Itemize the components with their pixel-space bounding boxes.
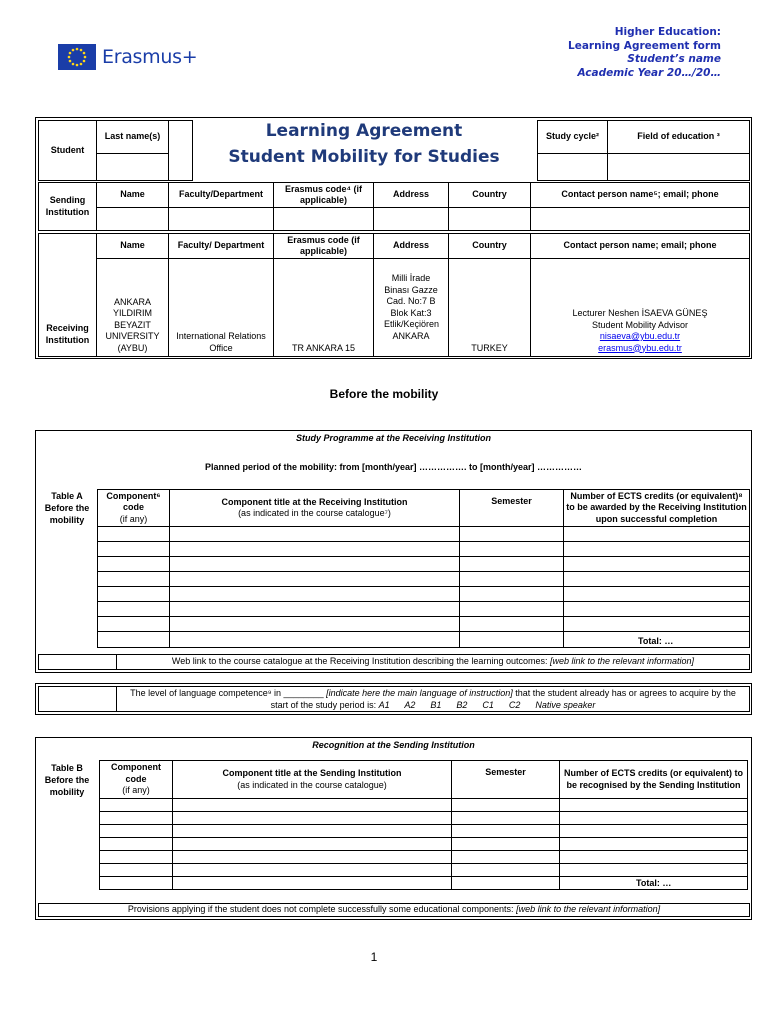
weblink-placeholder[interactable]: [web link to the relevant information]: [549, 656, 695, 667]
receiving-name-value: ANKARA YILDIRIM BEYAZIT UNIVERSITY (AYBU): [97, 259, 169, 357]
header-line-4: Academic Year 20…/20…: [577, 66, 721, 79]
language-levels[interactable]: A1 A2 B1 B2 C1 C2 Native speaker: [378, 700, 596, 710]
table-row[interactable]: [460, 527, 564, 542]
receiving-address-header: Address: [374, 234, 449, 259]
table-row[interactable]: [170, 527, 460, 542]
table-row[interactable]: [460, 632, 564, 648]
sending-faculty-value[interactable]: [169, 208, 274, 231]
provisions: [39, 904, 750, 917]
receiving-contact-header: Contact person name; email; phone: [531, 234, 750, 259]
table-a-code-header: [98, 490, 170, 527]
table-a-title-header-sub: (as indicated in the course catalogue⁷): [238, 508, 391, 518]
table-row[interactable]: [452, 825, 560, 838]
sending-contact-value[interactable]: [531, 208, 750, 231]
table-row[interactable]: [100, 877, 173, 890]
table-row[interactable]: [564, 572, 750, 587]
receiving-country-value: TURKEY: [449, 259, 531, 357]
contact-email-link-1[interactable]: nisaeva@ybu.edu.tr: [599, 331, 681, 341]
table-a-title-header-label: Component title at the Receiving Institution: [221, 496, 408, 507]
table-a-semester-header: Semester: [460, 490, 564, 527]
sending-name-header: Name: [97, 183, 169, 208]
sending-country-header: Country: [449, 183, 531, 208]
document-header: [568, 26, 721, 80]
sending-erasmus-code-header: Erasmus code⁴ (if applicable): [274, 183, 374, 208]
table-row[interactable]: [460, 617, 564, 632]
sending-name-value[interactable]: [97, 208, 169, 231]
table-a-title-header: [170, 490, 460, 527]
table-row[interactable]: [564, 587, 750, 602]
table-row[interactable]: [452, 812, 560, 825]
table-row[interactable]: [452, 851, 560, 864]
table-row[interactable]: [173, 812, 452, 825]
page-number: 1: [370, 950, 378, 964]
table-a-code-header-label: Component⁶ code: [106, 490, 161, 513]
sending-country-value[interactable]: [449, 208, 531, 231]
table-row[interactable]: [173, 864, 452, 877]
table-a-weblink-table: [38, 654, 750, 670]
table-row[interactable]: [173, 851, 452, 864]
table-a-weblink: [117, 655, 750, 670]
contact-email-link-2[interactable]: erasmus@ybu.edu.tr: [598, 342, 682, 353]
table-row[interactable]: [98, 632, 170, 648]
table-a-code-header-sub: (if any): [119, 513, 148, 524]
receiving-country-header: Country: [449, 234, 531, 259]
table-row[interactable]: [560, 799, 748, 812]
sending-erasmus-code-value[interactable]: [274, 208, 374, 231]
logo-text: Erasmus+: [102, 46, 198, 68]
sending-address-header: Address: [374, 183, 449, 208]
language-competence: [117, 687, 750, 712]
table-b-code-header-label: Component code: [111, 762, 161, 784]
table-row[interactable]: [560, 812, 748, 825]
table-row[interactable]: [460, 587, 564, 602]
field-of-education-header: Field of education ³: [608, 121, 750, 154]
header-line-2: Learning Agreement form: [568, 39, 721, 52]
last-name-header: Last name(s): [97, 121, 169, 154]
study-cycle-header: Study cycle²: [538, 121, 608, 154]
contact-person-role: Student Mobility Advisor: [591, 319, 689, 330]
table-row[interactable]: [173, 838, 452, 851]
planned-period: Planned period of the mobility: from [month/year] ……………. to [month/year] ……………: [204, 462, 582, 472]
language-table: [38, 686, 750, 712]
receiving-faculty-header: Faculty/ Department: [169, 234, 274, 259]
table-row[interactable]: [564, 527, 750, 542]
table-a-caption: Study Programme at the Receiving Institution: [295, 433, 492, 443]
table-b-ects-header: Number of ECTS credits (or equivalent) to be recognised by the Sending Institution: [560, 761, 748, 799]
header-line-1: Higher Education:: [614, 26, 721, 38]
table-b: [99, 760, 748, 890]
table-row[interactable]: [170, 602, 460, 617]
before-mobility-heading: Before the mobility: [329, 387, 439, 401]
table-row[interactable]: [460, 557, 564, 572]
table-row[interactable]: [170, 617, 460, 632]
receiving-faculty-value: International Relations Office: [169, 259, 274, 357]
table-row[interactable]: [173, 825, 452, 838]
table-row[interactable]: [170, 542, 460, 557]
language-text-3: that the student already has or agrees to acquire by the start of the study period is:: [270, 688, 736, 710]
table-row[interactable]: [560, 838, 748, 851]
table-a-ects-header: Number of ECTS credits (or equivalent)⁸ to be awarded by the Receiving Institution upon successful completion: [564, 490, 750, 527]
table-row[interactable]: [170, 557, 460, 572]
table-row[interactable]: [560, 864, 748, 877]
table-row[interactable]: [452, 838, 560, 851]
contact-person-name: Lecturer Neshen İSAEVA GÜNEŞ: [572, 308, 708, 318]
receiving-institution-table: [38, 233, 750, 357]
language-spacer: [39, 687, 117, 712]
table-row[interactable]: [100, 799, 173, 812]
table-row[interactable]: [100, 864, 173, 877]
table-b-caption: Recognition at the Sending Institution: [312, 740, 475, 750]
table-row[interactable]: [98, 587, 170, 602]
table-a-label: Table A Before the mobility: [44, 491, 90, 525]
title-line-2: Student Mobility for Studies: [228, 147, 500, 167]
table-row[interactable]: [564, 602, 750, 617]
table-b-title-header: [173, 761, 452, 799]
table-row[interactable]: [100, 838, 173, 851]
last-name-value[interactable]: [97, 154, 169, 181]
table-row[interactable]: [564, 542, 750, 557]
table-row[interactable]: [460, 542, 564, 557]
table-row[interactable]: [98, 557, 170, 572]
table-row[interactable]: [100, 851, 173, 864]
table-b-code-header-sub: (if any): [122, 785, 150, 796]
table-a-weblink-spacer: [39, 655, 117, 670]
table-row[interactable]: [452, 864, 560, 877]
field-of-education-value[interactable]: [608, 154, 750, 181]
table-row[interactable]: [98, 542, 170, 557]
table-row[interactable]: [170, 632, 460, 648]
receiving-address-value: Milli İrade Binası Gazze Cad. No:7 B Blok Kat:3 Etlik/Keçiören ANKARA: [374, 259, 449, 357]
provisions-placeholder[interactable]: [web link to the relevant information]: [516, 904, 661, 914]
provisions-table: [38, 903, 750, 917]
header-line-3: Student’s name: [627, 53, 721, 65]
table-a-total: Total: …: [564, 632, 750, 648]
receiving-name-header: Name: [97, 234, 169, 259]
table-b-title-header-sub: (as indicated in the course catalogue): [237, 779, 387, 790]
sending-contact-header: Contact person name⁵; email; phone: [531, 183, 750, 208]
table-row[interactable]: [452, 877, 560, 890]
table-row[interactable]: [452, 799, 560, 812]
table-row[interactable]: [173, 877, 452, 890]
table-b-total: Total: …: [560, 877, 748, 890]
table-b-code-header: [100, 761, 173, 799]
table-row[interactable]: [98, 617, 170, 632]
table-row[interactable]: [560, 825, 748, 838]
document-title: [192, 118, 536, 170]
table-row[interactable]: [98, 527, 170, 542]
table-row[interactable]: [98, 572, 170, 587]
table-row[interactable]: [100, 825, 173, 838]
receiving-erasmus-code-value: TR ANKARA 15: [274, 259, 374, 357]
student-label: Student: [39, 121, 97, 181]
erasmus-logo: [58, 44, 197, 70]
provisions-text: Provisions applying if the student does not complete successfully some educational components:: [127, 904, 517, 914]
table-row[interactable]: [100, 812, 173, 825]
table-row[interactable]: [170, 587, 460, 602]
weblink-text: Web link to the course catalogue at the Receiving Institution describing the learning outcomes:: [171, 656, 550, 667]
table-row[interactable]: [98, 602, 170, 617]
receiving-erasmus-code-header: Erasmus code (if applicable): [274, 234, 374, 259]
table-row[interactable]: [460, 572, 564, 587]
sending-faculty-header: Faculty/Department: [169, 183, 274, 208]
table-row[interactable]: [170, 572, 460, 587]
table-row[interactable]: [460, 602, 564, 617]
study-cycle-value[interactable]: [538, 154, 608, 181]
table-a: [97, 489, 750, 648]
table-b-label: Table B Before the mobility: [44, 763, 90, 797]
table-b-semester-header: Semester: [452, 761, 560, 799]
table-row[interactable]: [173, 799, 452, 812]
sending-institution-table: [38, 182, 750, 231]
sending-label: Sending Institution: [39, 183, 97, 231]
language-text-2: [indicate here the main language of instruction]: [326, 688, 513, 698]
title-line-1: Learning Agreement: [265, 121, 463, 141]
table-row[interactable]: [564, 557, 750, 572]
table-b-title-header-label: Component title at the Sending Institution: [222, 768, 402, 778]
language-text-1: The level of language competence⁹ in ________: [130, 688, 327, 698]
receiving-contact-value: [531, 259, 750, 357]
eu-flag-icon: [58, 44, 96, 70]
table-row[interactable]: [560, 851, 748, 864]
receiving-label: Receiving Institution: [39, 234, 97, 357]
sending-address-value[interactable]: [374, 208, 449, 231]
table-row[interactable]: [564, 617, 750, 632]
